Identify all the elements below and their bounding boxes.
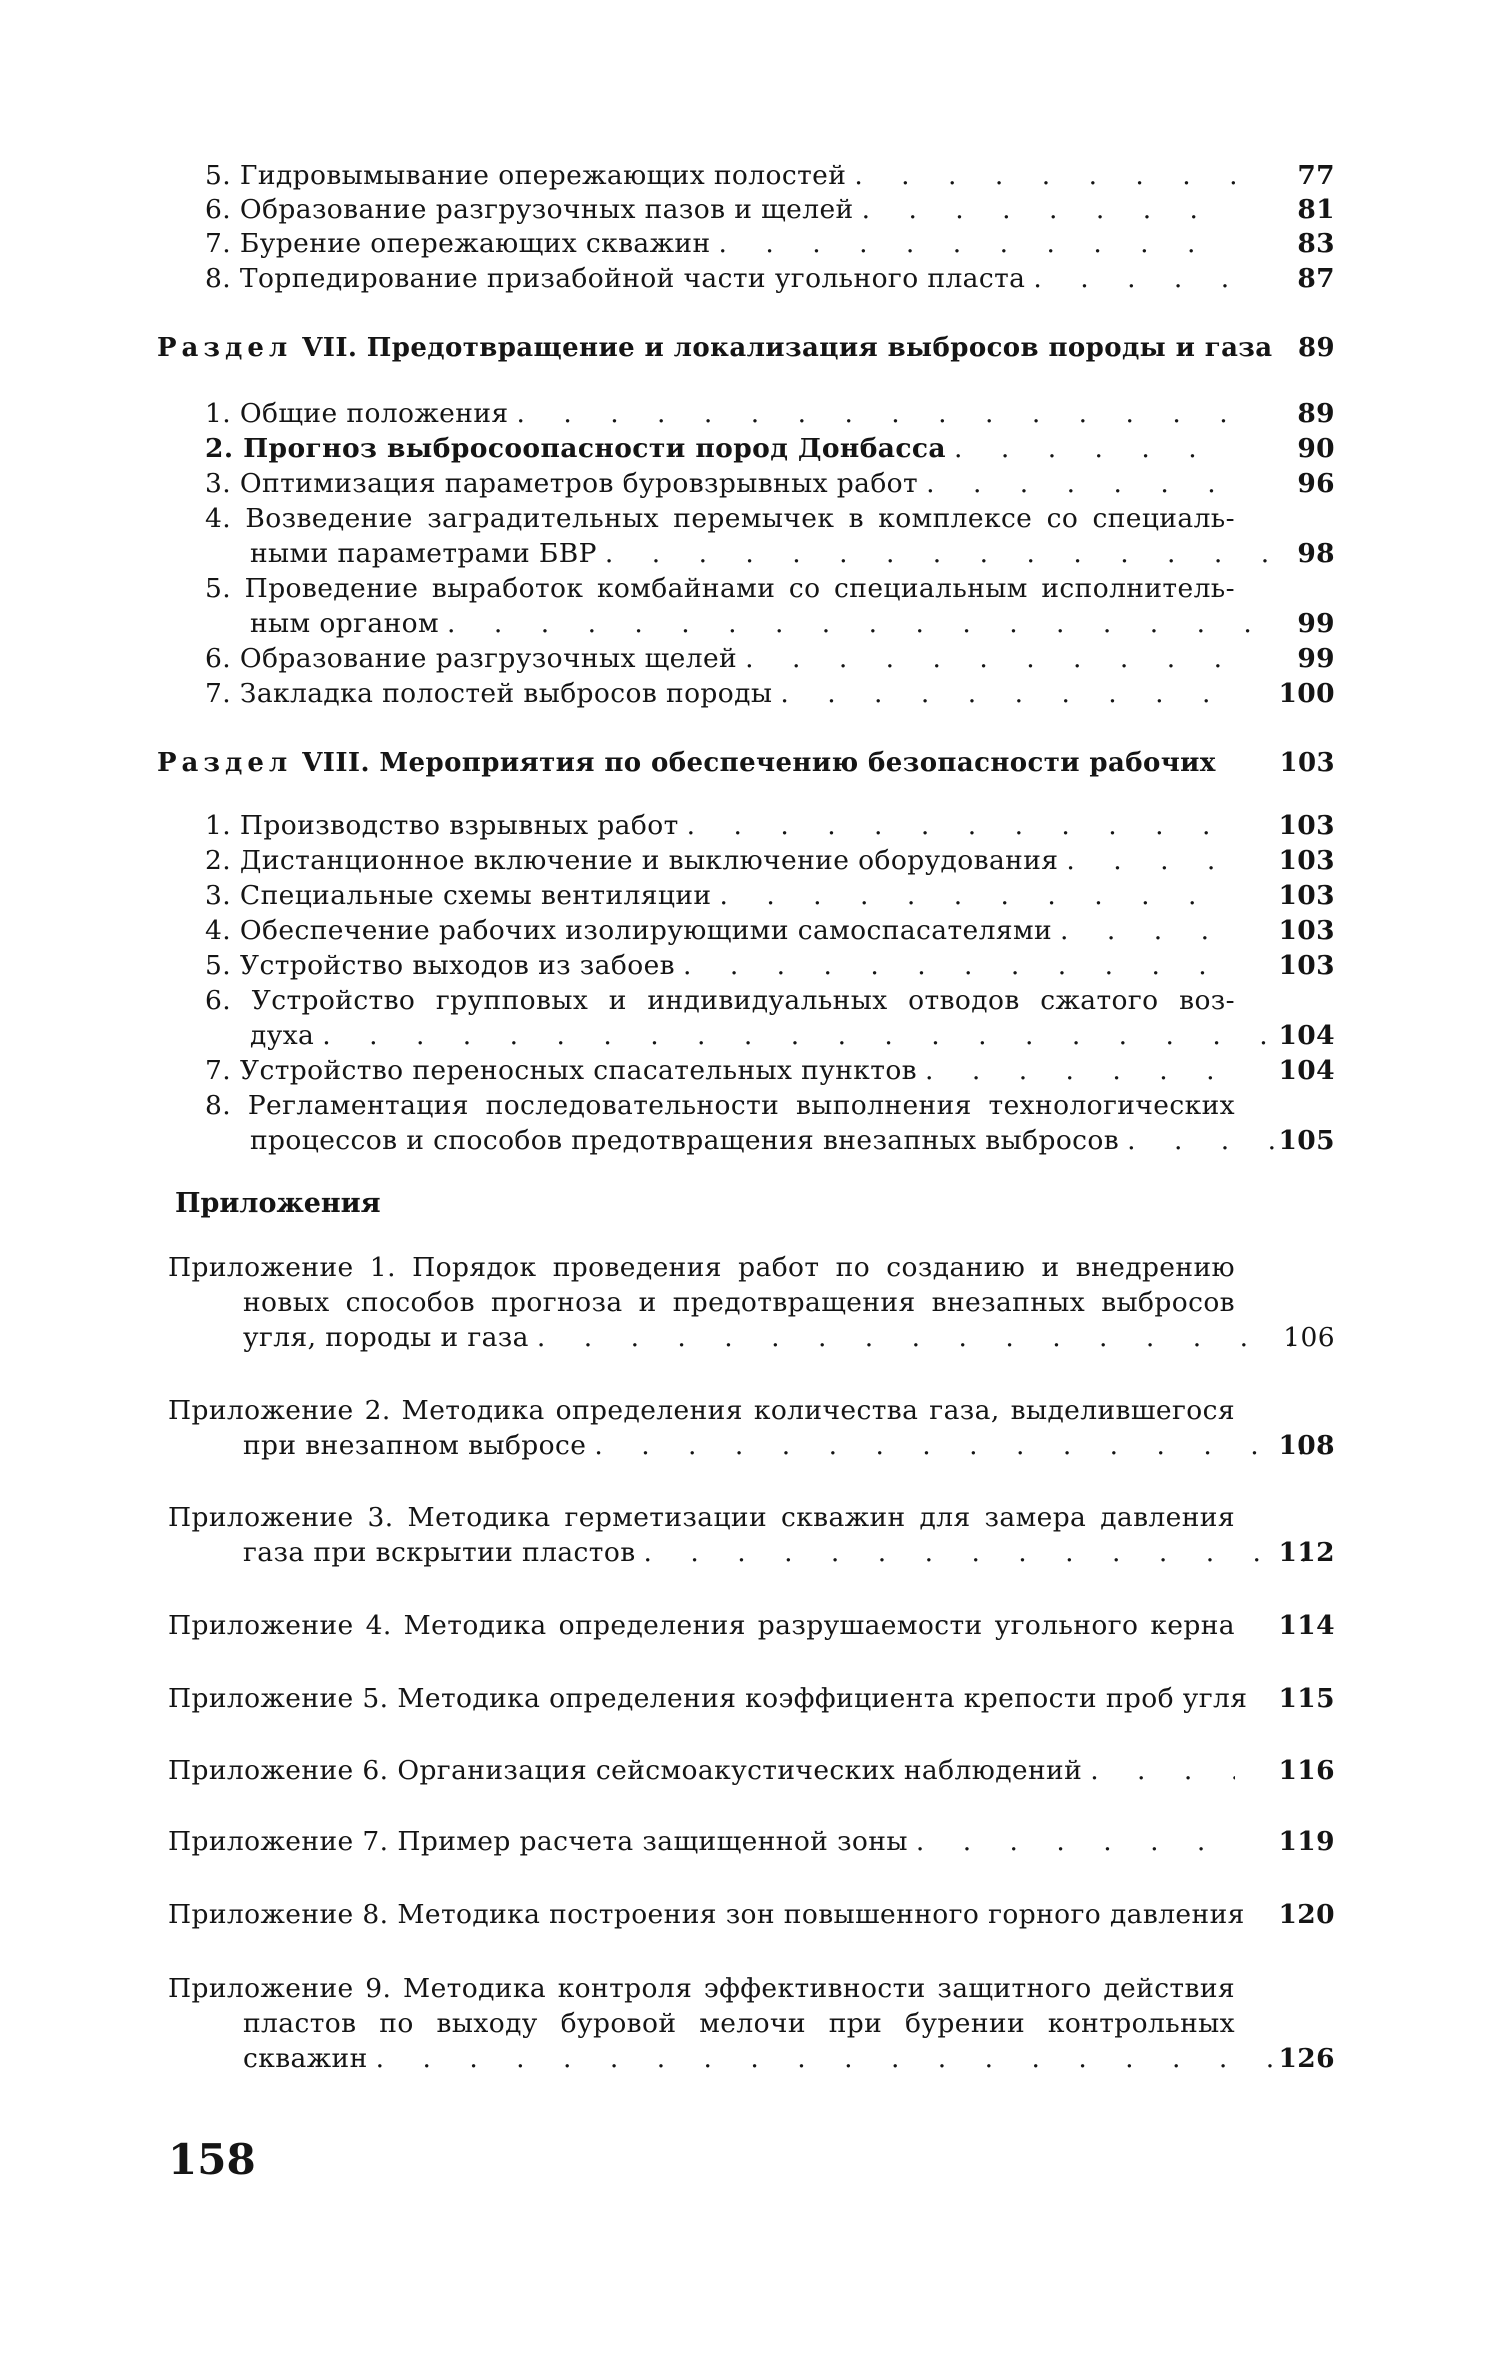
leader-dots (368, 2041, 1310, 2076)
appendix-entry[interactable] (168, 1250, 1335, 1355)
toc-entry-title: 5. Гидровымывание опережающих полостей (205, 160, 847, 191)
appendix-title-continued: пластов по выходу буровой мелочи при бурении контрольных (243, 2008, 1235, 2039)
appendix-title-continued: новых способов прогноза и предотвращения внезапных выбросов (243, 1287, 1235, 1318)
appendix-title: Приложение 5. Методика определения коэффициента крепости проб угля (168, 1683, 1248, 1714)
section-title: VII. Предотвращение и локализация выбросов породы и газа (302, 333, 1273, 363)
leader-dots (772, 676, 1235, 711)
appendix-entry[interactable] (168, 1500, 1335, 1570)
toc-page-number: 103 (1278, 810, 1335, 841)
appendix-title-continued: газа при вскрытии пластов (243, 1537, 636, 1568)
toc-page-number: 115 (1278, 1683, 1335, 1714)
appendix-entry[interactable] (168, 1897, 1335, 1932)
leader-dots (509, 396, 1235, 431)
toc-page-number: 83 (1297, 228, 1335, 259)
appendix-title-continued: угля, породы и газа (243, 1322, 529, 1353)
toc-entry-title-continued: ным органом (250, 608, 440, 639)
toc-page-number: 99 (1297, 643, 1335, 674)
leader-dots (918, 466, 1235, 501)
leader-dots (679, 808, 1235, 843)
toc-entry-title: 8. Торпедирование призабойной части угольного пласта (205, 263, 1026, 294)
toc-page-number: 104 (1278, 1055, 1335, 1086)
leader-dots (439, 606, 1280, 641)
toc-page-number: 81 (1297, 194, 1335, 225)
toc-page-number: 106 (1283, 1322, 1335, 1353)
appendix-title: Приложение 4. Методика определения разрушаемости угольного керна (168, 1610, 1235, 1641)
toc-entry[interactable] (205, 843, 1335, 878)
appendix-entry[interactable] (168, 1824, 1335, 1859)
section-title: VIII. Мероприятия по обеспечению безопасности рабочих (302, 748, 1216, 778)
toc-page-number: 90 (1297, 433, 1335, 464)
toc-entry[interactable] (205, 431, 1335, 466)
toc-page-number: 112 (1278, 1537, 1335, 1568)
toc-entry-title-continued: ными параметрами БВР (250, 538, 597, 569)
leader-dots (854, 192, 1235, 227)
leader-dots (946, 431, 1235, 466)
toc-page-number: 96 (1297, 468, 1335, 499)
toc-entry-title: 6. Образование разгрузочных щелей (205, 643, 738, 674)
appendix-entry[interactable] (168, 1971, 1335, 2076)
toc-page-number: 89 (1297, 398, 1335, 429)
toc-entry-title: 3. Специальные схемы вентиляции (205, 880, 712, 911)
toc-page-number: 103 (1278, 845, 1335, 876)
appendix-title: Приложение 1. Порядок проведения работ по созданию и внедрению (168, 1252, 1235, 1283)
toc-entry-title: 2. Дистанционное включение и выключение оборудования (205, 845, 1059, 876)
toc-page-number: 89 (1298, 333, 1335, 363)
leader-dots (917, 1053, 1235, 1088)
section-label: Раздел (157, 748, 293, 778)
toc-entry-title: 7. Устройство переносных спасательных пунктов (205, 1055, 917, 1086)
toc-entry-title: 5. Проведение выработок комбайнами со специальным исполнитель- (205, 573, 1235, 604)
appendix-entry[interactable] (168, 1753, 1335, 1788)
toc-entry-title-continued: духа (250, 1020, 315, 1051)
section-heading-viii[interactable] (157, 746, 1335, 781)
leader-dots (737, 641, 1235, 676)
toc-page-number: 99 (1297, 608, 1335, 639)
toc-entry[interactable] (205, 808, 1335, 843)
leader-dots (529, 1320, 1310, 1355)
toc-entry[interactable] (205, 676, 1335, 711)
toc-entry[interactable] (205, 396, 1335, 431)
appendix-title: Приложение 7. Пример расчета защищенной зоны (168, 1826, 908, 1857)
leader-dots (711, 878, 1235, 913)
toc-entry[interactable] (205, 913, 1335, 948)
toc-entry[interactable] (205, 948, 1335, 983)
toc-entry[interactable] (205, 878, 1335, 913)
appendix-title: Приложение 3. Методика герметизации скважин для замера давления (168, 1502, 1235, 1533)
leader-dots (1082, 1753, 1235, 1788)
appendices-heading: Приложения (175, 1188, 381, 1219)
toc-entry[interactable] (205, 192, 1335, 227)
toc-entry-title: 1. Производство взрывных работ (205, 810, 679, 841)
toc-page-number: 103 (1278, 915, 1335, 946)
toc-page-number: 114 (1278, 1610, 1335, 1641)
leader-dots (711, 226, 1235, 261)
appendix-title-continued: при внезапном выбросе (243, 1430, 587, 1461)
toc-page-number: 77 (1297, 160, 1335, 191)
appendix-title: Приложение 2. Методика определения количества газа, выделившегося (168, 1395, 1235, 1426)
leader-dots (1052, 913, 1235, 948)
toc-entry-title: 7. Закладка полостей выбросов породы (205, 678, 773, 709)
toc-page-number: 103 (1278, 950, 1335, 981)
toc-entry-title: 1. Общие положения (205, 398, 509, 429)
toc-entry-title: 2. Прогноз выбросоопасности пород Донбасса (205, 433, 947, 464)
toc-entry[interactable] (205, 1053, 1335, 1088)
toc-entry[interactable] (205, 1088, 1335, 1158)
toc-page-number: 98 (1297, 538, 1335, 569)
appendix-entry[interactable] (168, 1681, 1335, 1716)
toc-entry[interactable] (205, 641, 1335, 676)
leader-dots (846, 158, 1235, 193)
appendix-entry[interactable] (168, 1608, 1335, 1643)
toc-page-number: 87 (1297, 263, 1335, 294)
toc-page-number: 119 (1278, 1826, 1335, 1857)
appendix-entry[interactable] (168, 1393, 1335, 1463)
toc-entry[interactable] (205, 226, 1335, 261)
leader-dots (908, 1824, 1235, 1859)
toc-entry[interactable] (205, 261, 1335, 296)
toc-page-number: 120 (1278, 1899, 1335, 1930)
toc-entry-title-continued: процессов и способов предотвращения внезапных выбросов (250, 1125, 1120, 1156)
appendix-title: Приложение 6. Организация сейсмоакустических наблюдений (168, 1755, 1083, 1786)
toc-page-number: 116 (1278, 1755, 1335, 1786)
leader-dots (586, 1428, 1310, 1463)
section-label: Раздел (157, 333, 293, 363)
toc-entry-title: 3. Оптимизация параметров буровзрывных работ (205, 468, 919, 499)
toc-entry[interactable] (205, 466, 1335, 501)
toc-page-number: 103 (1278, 880, 1335, 911)
toc-entry-title: 6. Устройство групповых и индивидуальных отводов сжатого воз- (205, 985, 1235, 1016)
leader-dots (636, 1535, 1310, 1570)
section-heading-vii[interactable] (157, 331, 1335, 366)
toc-entry[interactable] (205, 158, 1335, 193)
toc-entry[interactable] (205, 501, 1335, 571)
toc-page-number: 100 (1278, 678, 1335, 709)
toc-entry-title: 4. Возведение заградительных перемычек в комплексе со специаль- (205, 503, 1235, 534)
toc-page-number: 108 (1278, 1430, 1335, 1461)
toc-entry-title: 8. Регламентация последовательности выполнения технологических (205, 1090, 1235, 1121)
leader-dots (1058, 843, 1235, 878)
page-number: 158 (168, 2135, 256, 2184)
toc-entry-title: 6. Образование разгрузочных пазов и щелей (205, 194, 854, 225)
toc-entry[interactable] (205, 983, 1335, 1053)
toc-entry-title: 7. Бурение опережающих скважин (205, 228, 711, 259)
appendix-title: Приложение 8. Методика построения зон повышенного горного давления (168, 1899, 1245, 1930)
toc-entry-title: 5. Устройство выходов из забоев (205, 950, 675, 981)
leader-dots (1025, 261, 1235, 296)
toc-page-number: 104 (1278, 1020, 1335, 1051)
leader-dots (314, 1018, 1280, 1053)
toc-page-number: 126 (1278, 2043, 1335, 2074)
toc-entry-title: 4. Обеспечение рабочих изолирующими самоспасателями (205, 915, 1053, 946)
appendix-title-continued: скважин (243, 2043, 368, 2074)
toc-entry[interactable] (205, 571, 1335, 641)
toc-page-number: 103 (1279, 748, 1335, 778)
appendix-title: Приложение 9. Методика контроля эффективности защитного действия (168, 1973, 1235, 2004)
toc-page-number: 105 (1278, 1125, 1335, 1156)
leader-dots (597, 536, 1280, 571)
leader-dots (675, 948, 1235, 983)
